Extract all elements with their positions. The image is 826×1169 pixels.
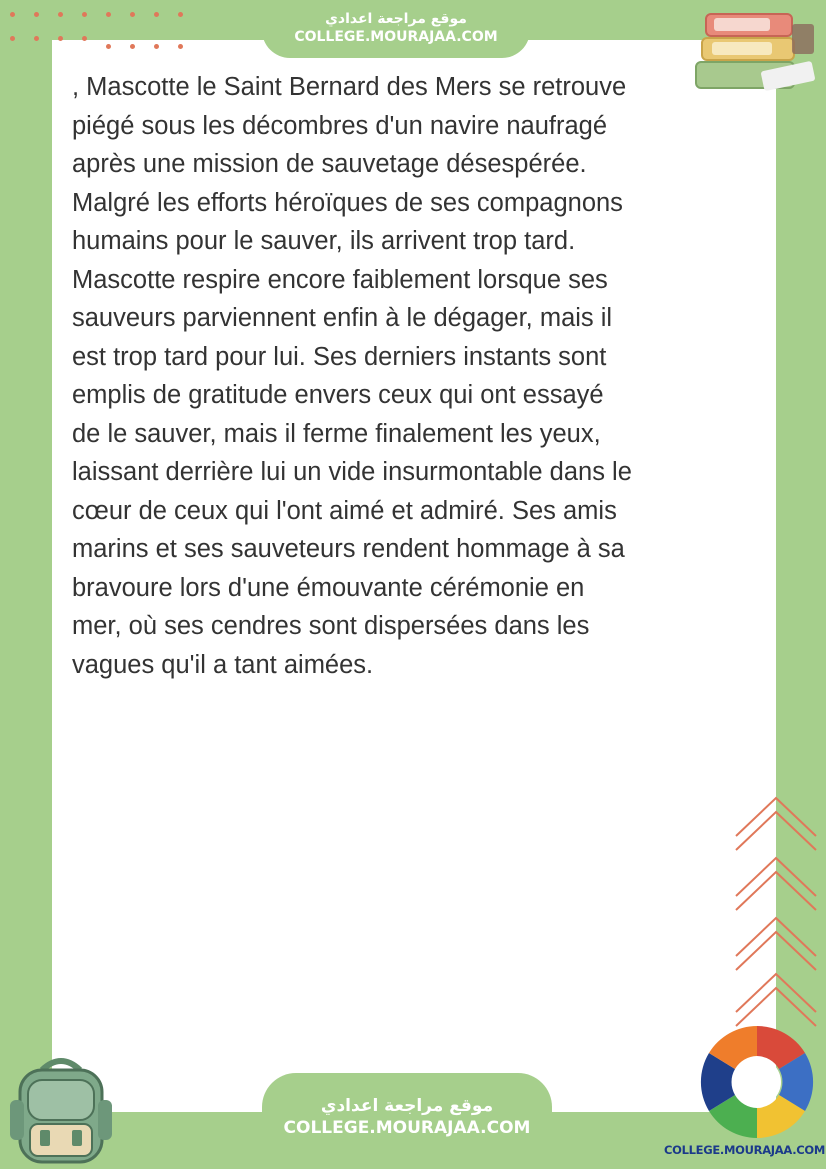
text-line: est trop tard pour lui. Ses derniers instants sont	[72, 342, 607, 371]
backpack-icon	[6, 1050, 116, 1166]
text-line: bravoure lors d'une émouvante cérémonie en	[72, 573, 585, 602]
text-line: marins et ses sauveteurs rendent hommage à sa	[72, 535, 625, 563]
text-line: humains pour le sauver, ils arrivent trop tard.	[72, 227, 576, 255]
text-line: emplis de gratitude envers ceux qui ont essayé	[72, 381, 604, 409]
text-line: de le sauver, mais il ferme finalement les yeux,	[72, 419, 601, 448]
text-line: sauveurs parviennent enfin à le dégager, mais il	[72, 304, 613, 332]
footer-site-url[interactable]: COLLEGE.MOURAJAA.COM	[283, 1118, 531, 1138]
text-line: cœur de ceux qui l'ont aimé et admiré. Ses amis	[72, 496, 617, 525]
text-line: piégé sous les décombres d'un navire naufragé	[72, 111, 608, 140]
header-site-name: موقع مراجعة اعدادي	[325, 11, 467, 27]
school-subjects-wheel-icon	[692, 1022, 822, 1138]
text-line: Mascotte respire encore faiblement lorsque ses	[72, 265, 608, 294]
text-line: Malgré les efforts héroïques de ses compagnons	[72, 188, 623, 217]
text-line: vagues qu'il a tant aimées.	[72, 650, 374, 679]
header-site-url[interactable]: COLLEGE.MOURAJAA.COM	[294, 29, 498, 45]
text-line: après une mission de sauvetage désespérée.	[72, 150, 587, 178]
story-text	[72, 68, 732, 684]
chevron-up-icon	[728, 790, 824, 1030]
footer-tab	[262, 1073, 552, 1169]
decorative-dots	[10, 4, 210, 54]
footer-site-name: موقع مراجعة اعدادي	[320, 1096, 494, 1116]
text-line: laissant derrière lui un vide insurmontable dans le	[72, 458, 632, 486]
text-line: , Mascotte le Saint Bernard des Mers se retrouve	[72, 73, 627, 101]
logo-site-url: COLLEGE.MOURAJAA.COM	[664, 1143, 826, 1157]
header-tab	[262, 0, 530, 58]
text-line: mer, où ses cendres sont dispersées dans les	[72, 612, 590, 640]
